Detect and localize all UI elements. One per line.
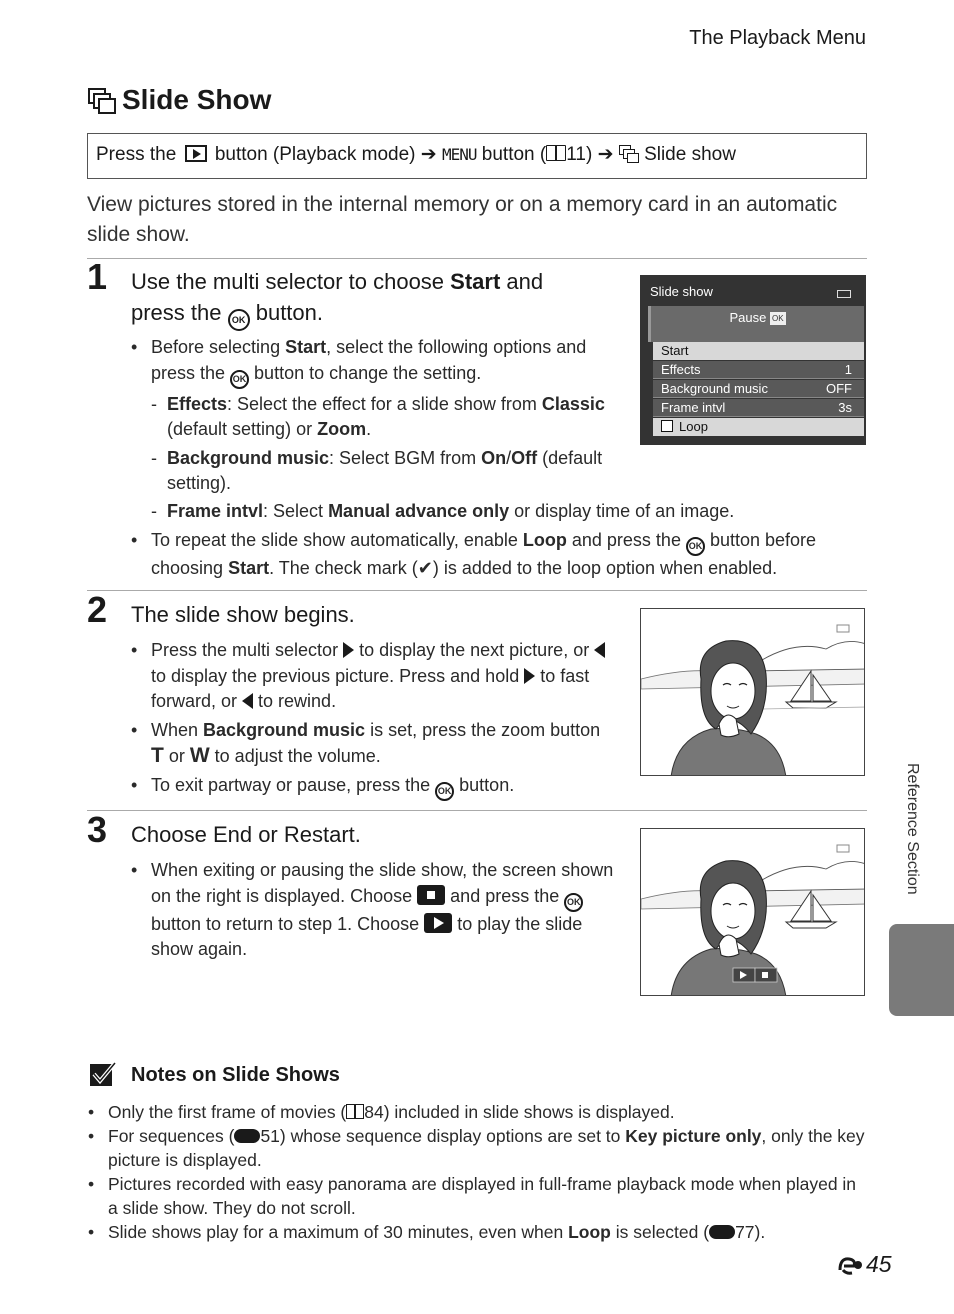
ok-button-icon: OK [564, 893, 583, 912]
list-item: • Press the multi selector to display the next picture, or to display the previous picture. Press and hold to fast forward, or to rewind. [131, 638, 616, 715]
page-number: 45 [838, 1251, 892, 1278]
step-number: 1 [87, 256, 108, 297]
section-tab [889, 924, 954, 1016]
list-item: - Frame intvl: Select Manual advance only or display time of an image. [131, 499, 851, 525]
divider [87, 258, 867, 259]
portrait-illustration [641, 829, 865, 996]
ok-button-icon: OK [230, 370, 249, 389]
step-number: 3 [87, 809, 108, 850]
list-item: • To exit partway or pause, press the OK button. [131, 773, 616, 801]
checkmark-note-icon [90, 1061, 116, 1087]
list-item: • When exiting or pausing the slide show, the screen shown on the right is displayed. Choose and press the OK button to return to step 1. Choose to play the slide show again. [131, 858, 616, 963]
zoom-w-icon: W [189, 744, 210, 767]
step-heading: The slide show begins. [131, 602, 355, 627]
step1-bullets [131, 335, 616, 500]
right-arrow-icon [524, 668, 535, 684]
arrow-icon: ➔ [597, 144, 614, 165]
list-item: • Slide shows play for a maximum of 30 minutes, even when Loop is selected ( 77). [88, 1220, 868, 1244]
checkbox-icon [661, 420, 673, 432]
slideshow-photo-paused [640, 828, 865, 996]
book-icon [346, 1104, 364, 1119]
zoom-t-icon: T [151, 744, 164, 767]
navigation-path: Press the button (Playback mode) ➔ MENU button ( 11) ➔ Slide show [87, 133, 867, 179]
step3-bullets [131, 858, 616, 966]
camera-menu-screen [640, 275, 866, 445]
reference-e-icon [234, 1129, 260, 1143]
intro-text: View pictures stored in the internal memory or on a memory card in an automatic slide show. [87, 193, 838, 246]
list-item: • Before selecting Start, select the following options and press the OK button to change the setting. [131, 335, 616, 389]
section-side-label: Reference Section [904, 763, 921, 895]
reference-e-icon [709, 1225, 735, 1239]
book-icon [546, 145, 566, 161]
battery-icon [837, 290, 851, 298]
right-arrow-icon [343, 642, 354, 658]
list-item: • When Background music is set, press the zoom button T or W to adjust the volume. [131, 718, 616, 770]
list-item: • To repeat the slide show automatically, enable Loop and press the OK button before choosing Start. The check mark (✔) is added to the loop option when enabled. [131, 528, 851, 582]
step-heading: Choose End or Restart. [131, 822, 361, 847]
step-heading: Use the multi selector to choose Start and press the OK button. [131, 266, 601, 331]
reference-e-icon [838, 1255, 864, 1275]
step2-bullets [131, 638, 616, 804]
ok-button-icon: OK [228, 309, 250, 331]
ok-button-icon: OK [686, 537, 705, 556]
page-title [88, 84, 271, 116]
list-item: • Pictures recorded with easy panorama are displayed in full-frame playback mode when played in a slide show. They do not scroll. [88, 1172, 868, 1220]
list-item: - Background music: Select BGM from On/Off (default setting). [131, 446, 616, 497]
page-title-text: Slide Show [122, 84, 272, 115]
camera-menu-item-loop: Loop [653, 418, 864, 436]
stop-icon [417, 885, 445, 905]
step-number: 2 [87, 589, 108, 630]
notes-title: Notes on Slide Shows [131, 1064, 340, 1086]
slideshow-icon [88, 88, 114, 112]
checkmark-icon: ✔ [417, 557, 433, 578]
camera-menu-item-frame: Frame intvl 3s [653, 399, 864, 417]
arrow-icon: ➔ [420, 144, 437, 165]
pause-indicator: Pause OK [648, 306, 864, 342]
playback-button-icon [185, 145, 207, 162]
menu-button-label: MENU [441, 145, 477, 164]
list-item: • Only the first frame of movies ( 84) included in slide shows is displayed. [88, 1100, 868, 1124]
left-arrow-icon [594, 642, 605, 658]
step1-bullets-wide [131, 499, 851, 584]
list-item: - Effects: Select the effect for a slide show from Classic (default setting) or Zoom. [131, 392, 616, 443]
camera-menu-item-start: Start [653, 342, 864, 360]
divider [87, 810, 867, 811]
camera-menu-title: Slide show [650, 284, 713, 299]
ok-button-icon: OK [771, 314, 784, 323]
ok-button-icon: OK [435, 782, 454, 801]
camera-menu-item-effects: Effects 1 [653, 361, 864, 379]
slideshow-icon [619, 145, 639, 163]
portrait-illustration [641, 609, 865, 776]
slideshow-photo [640, 608, 865, 776]
camera-menu-item-music: Background music OFF [653, 380, 864, 398]
list-item: • For sequences ( 51) whose sequence display options are set to Key picture only, only the key picture is displayed. [88, 1124, 868, 1172]
notes-list [88, 1100, 868, 1244]
play-icon [424, 913, 452, 933]
left-arrow-icon [242, 693, 253, 709]
running-header: The Playback Menu [689, 27, 866, 49]
divider [87, 590, 867, 591]
